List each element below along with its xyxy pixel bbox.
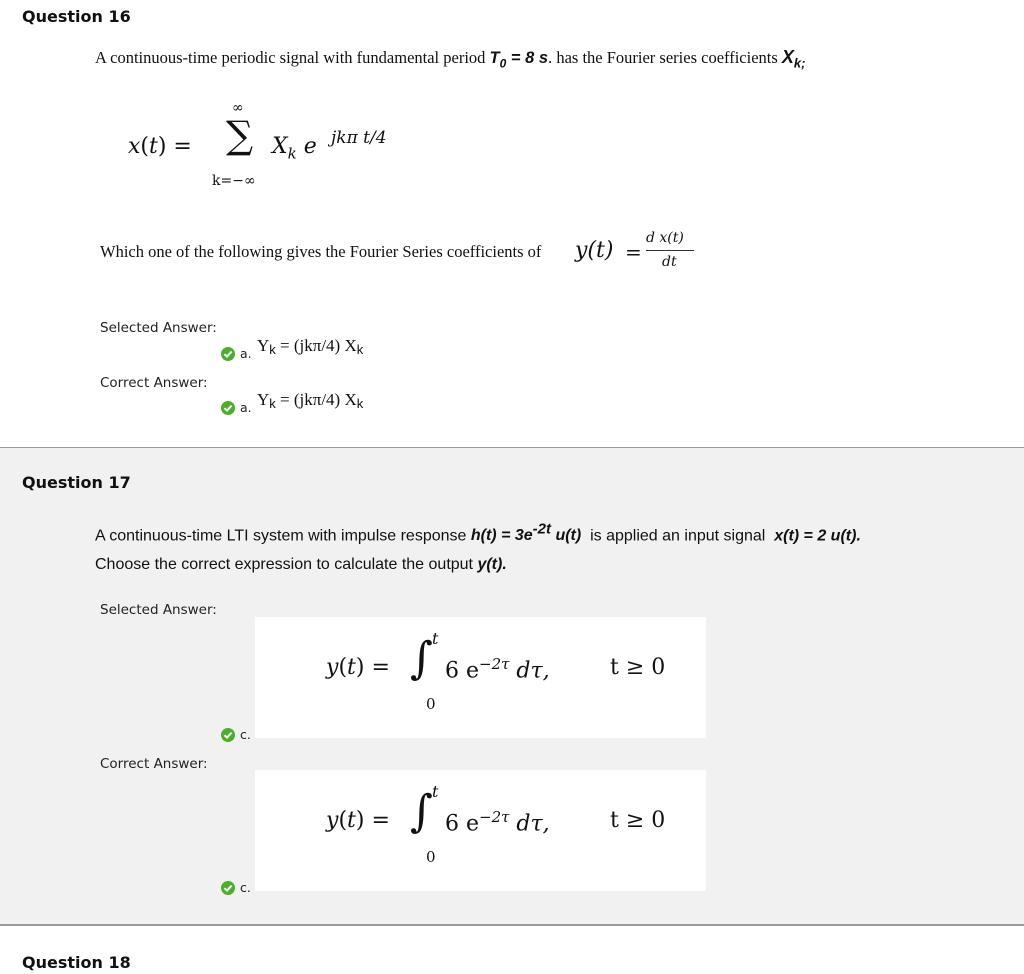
sum-lower-limit: k=−∞ xyxy=(212,173,256,189)
condition: t ≥ 0 xyxy=(610,808,666,833)
question-title: Question 16 xyxy=(22,7,131,26)
selected-answer-label: Selected Answer: xyxy=(100,320,217,336)
choice-letter: c. xyxy=(240,880,251,895)
question-18-section xyxy=(0,926,1024,974)
question-stem: A continuous-time LTI system with impulse response $h(t) = 3e^{-2t}$ u(t) is applied an input signal x(t) = 2 u(t). xyxy=(95,521,861,545)
choice-letter: a. xyxy=(240,346,252,361)
selected-answer-text: $Y_k = (jk\pi/4)$ $X_k$ xyxy=(257,336,364,357)
series-exponent: jkπ t/4 xyxy=(331,128,387,148)
choice-letter: c. xyxy=(240,727,251,742)
question-16-section: Question 16 A continuous-time periodic signal with fundamental period $T_0 = 8$ s. has the Fourier series coefficients $X_{k;}$ x(t) = ∞ ∑ k=−∞ $X_k$ e jkπ t/4 Which one of the following gives the Fourier Series coefficients of y(t) = d x(t) dt Selected Answer: a. $Y_k = (jk\pi/4)$ $X_k$ Correct Answer: a. $Y_k = (jk\pi/4)$ $X_k$ xyxy=(0,0,1024,447)
correct-answer-text: $Y_k = (jk\pi/4)$ $X_k$ xyxy=(257,390,364,411)
correct-answer-label: Correct Answer: xyxy=(100,375,208,391)
series-term: $X_k$ e xyxy=(272,134,317,163)
correct-answer-label: Correct Answer: xyxy=(100,756,208,772)
correct-answer-equation: y(t) = ∫ t 0 6 $e^{-2\tau}$ dτ, t ≥ 0 xyxy=(255,770,706,891)
question-title: Question 18 xyxy=(22,953,131,972)
integral-lower-limit: 0 xyxy=(426,695,436,713)
question-title: Question 17 xyxy=(22,473,131,492)
integral-upper-limit: t xyxy=(432,782,439,801)
selected-answer-equation: y(t) = ∫ t 0 6 $e^{-2\tau}$ dτ, t ≥ 0 xyxy=(255,617,706,738)
question-prompt: Which one of the following gives the Fourier Series coefficients of xyxy=(100,242,542,261)
correct-check-icon xyxy=(221,401,235,415)
selected-answer-label: Selected Answer: xyxy=(100,602,217,618)
correct-check-icon xyxy=(221,728,235,742)
correct-check-icon xyxy=(221,347,235,361)
condition: t ≥ 0 xyxy=(610,655,666,680)
sum-upper-limit: ∞ xyxy=(232,100,244,116)
integral-upper-limit: t xyxy=(432,629,439,648)
choice-letter: a. xyxy=(240,400,252,415)
fraction-bar xyxy=(646,250,694,251)
integral-lower-limit: 0 xyxy=(426,848,436,866)
integral-symbol: ∫ xyxy=(410,633,433,684)
question-stem: A continuous-time periodic signal with fundamental period $T_0 = 8$ s. has the Fourier series coefficients $X_{k;}$ xyxy=(95,47,806,71)
question-prompt: Choose the correct expression to calculate the output y(t). xyxy=(95,556,507,573)
correct-check-icon xyxy=(221,881,235,895)
question-17-section xyxy=(0,447,1024,926)
integral-symbol: ∫ xyxy=(410,786,433,837)
summation-symbol: ∑ xyxy=(226,113,254,157)
